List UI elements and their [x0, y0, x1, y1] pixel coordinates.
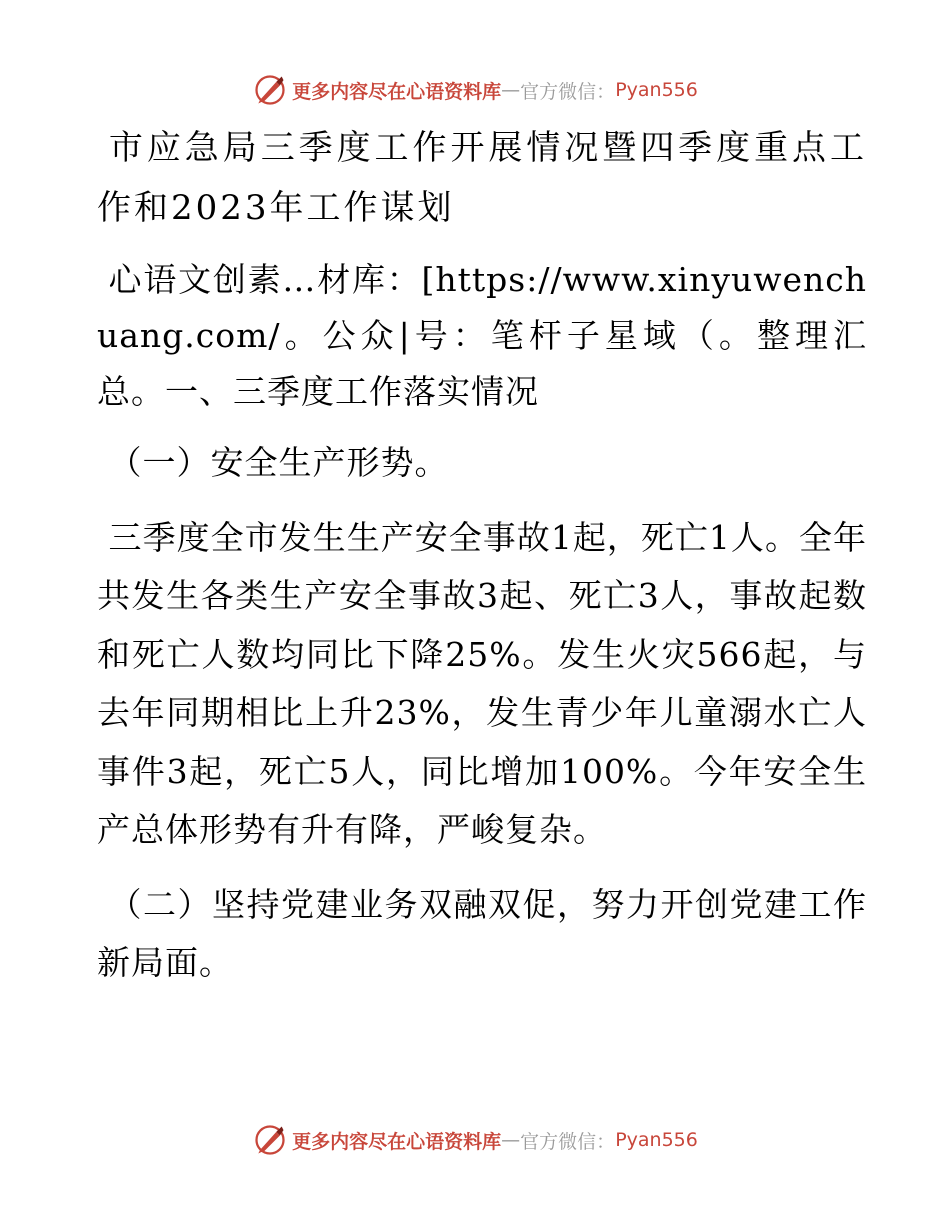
- section-2-heading: （二）坚持党建业务双融双促，努力开创党建工作新局面。: [97, 884, 867, 982]
- quill-pen-logo-icon: [252, 1122, 288, 1158]
- banner-main-text: 更多内容尽在心语资料库: [292, 80, 502, 103]
- banner-dash: —: [501, 1129, 521, 1151]
- banner-main-text: 更多内容尽在心语资料库: [292, 1130, 502, 1153]
- banner-dash: —: [501, 79, 521, 101]
- banner-wechat-label: 官方微信：: [520, 80, 616, 103]
- source-line: 心语文创素…材库：[https://www.xinyuwenchuang.com/。公众|号：笔杆子星域（。整理汇总。一、三季度工作落实情况: [97, 260, 867, 411]
- banner-wechat-label: 官方微信：: [520, 1130, 616, 1153]
- document-title: 市应急局三季度工作开展情况暨四季度重点工作和2023年工作谋划: [97, 128, 867, 228]
- footer-watermark-banner: [0, 1120, 950, 1160]
- section-1-body: 三季度全市发生生产安全事故1起，死亡1人。全年共发生各类生产安全事故3起、死亡3人，事故起数和死亡人数均同比下降25%。发生火灾566起，与去年同期相比上升23%，发生青少年儿童溺水亡人事件3起，死亡5人，同比增加100%。今年安全生产总体形势有升有降，严峻复杂。: [97, 517, 867, 849]
- quill-pen-logo-icon: [252, 72, 288, 108]
- header-watermark-banner: [0, 70, 950, 110]
- banner-wechat-id: Pyan556: [615, 79, 698, 101]
- section-1-heading: （一）安全生产形势。: [108, 443, 449, 482]
- document-body: [97, 118, 867, 1009]
- banner-wechat-id: Pyan556: [615, 1129, 698, 1151]
